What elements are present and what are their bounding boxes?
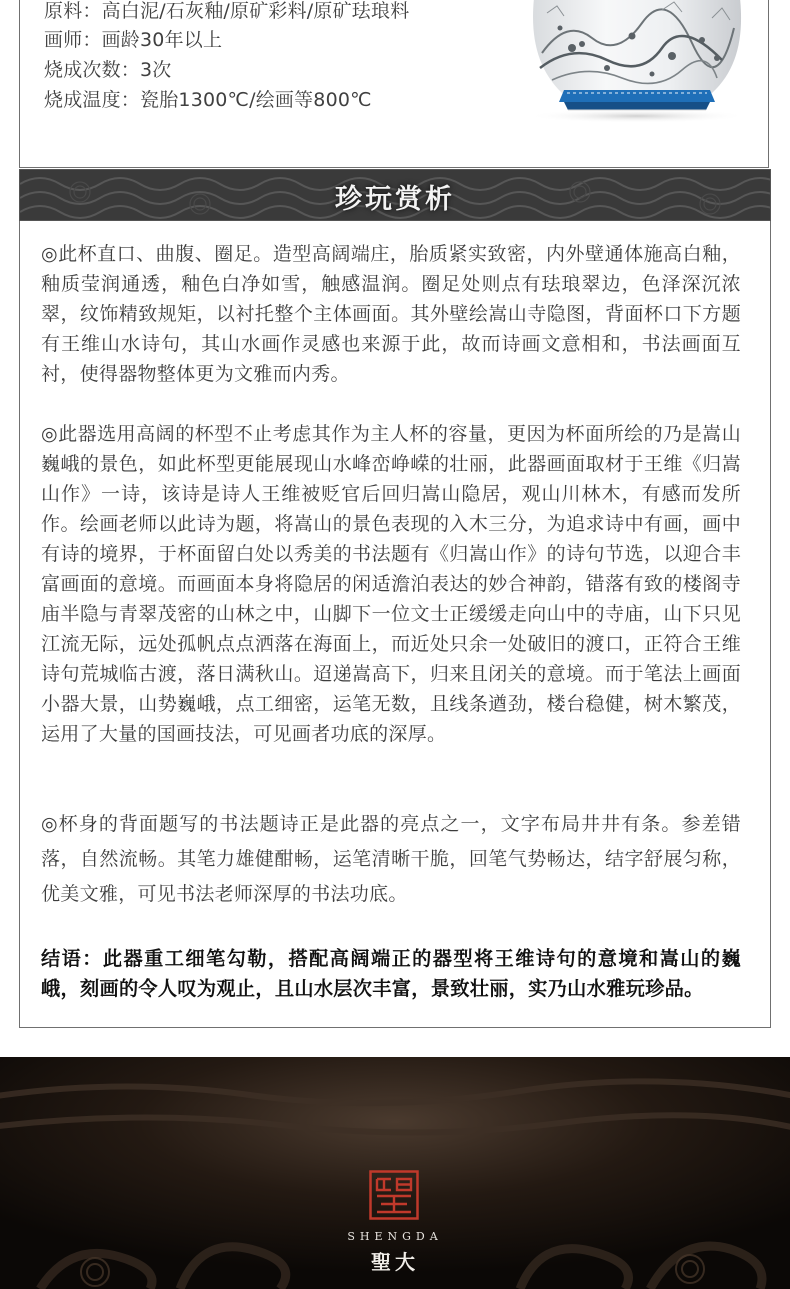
content-section [19, 221, 771, 1028]
spec-section [19, 0, 769, 168]
brand-name-chinese: 聖大 [371, 1250, 419, 1274]
spec-firings: 烧成次数：3次 [44, 59, 172, 81]
paragraph-conclusion: 结语：此器重工细笔勾勒，搭配高阔端正的器型将王维诗句的意境和嵩山的巍峨，刻画的令人叹为观止，且山水层次丰富，景致壮丽，实乃山水雅玩珍品。 [41, 947, 741, 1000]
seal-logo-icon [369, 1170, 419, 1220]
paragraph-shape: ◎此杯直口、曲腹、圈足。造型高阔端庄，胎质紧实致密，内外壁通体施高白釉，釉质莹润通透，釉色白净如雪，触感温润。圈足处则点有珐琅翠边，色泽深沉浓翠，纹饰精致规矩，以衬托整个主体画面。其外壁绘嵩山寺隐图，背面杯口下方题有王维山水诗句，其山水画作灵感也来源于此，故而诗画文意相和，书法画面互衬，使得器物整体更为文雅而内秀。 [41, 243, 741, 385]
porcelain-cup-icon [512, 0, 752, 123]
section-title: 珍玩赏析 [335, 184, 455, 215]
section-banner [19, 169, 771, 221]
paragraph-painting: ◎此器选用高阔的杯型不止考虑其作为主人杯的容量，更因为杯面所绘的乃是嵩山巍峨的景色，如此杯型更能展现山水峰峦峥嵘的壮丽，此器画面取材于王维《归嵩山作》一诗，该诗是诗人王维被贬官后回归嵩山隐居，观山川林木，有感而发所作。绘画老师以此诗为题，将嵩山的景色表现的入木三分，为追求诗中有画，画中有诗的境界，于杯面留白处以秀美的书法题有《归嵩山作》的诗句节选，以迎合丰富画面的意境。而画面本身将隐居的闲适澹泊表达的妙合神韵，错落有致的楼阁寺庙半隐与青翠茂密的山林之中，山脚下一位文士正缓缓走向山中的寺庙，山下只见江流无际，远处孤帆点点洒落在海面上，而近处只余一处破旧的渡口，正符合王维诗句荒城临古渡，落日满秋山。迢递嵩高下，归来且闭关的意境。而于笔法上画面小器大景，山势巍峨，点工细密，运笔无数，且线条遒劲，楼台稳健，树木繁茂，运用了大量的国画技法，可见画者功底的深厚。 [41, 423, 741, 745]
spec-painter: 画师：画龄30年以上 [44, 29, 223, 51]
brand-footer [0, 1057, 790, 1289]
spec-material: 原料：高白泥/石灰釉/原矿彩料/原矿珐琅料 [44, 0, 410, 22]
spec-temperature: 烧成温度：瓷胎1300℃/绘画等800℃ [44, 89, 372, 111]
paragraph-calligraphy: ◎杯身的背面题写的书法题诗正是此器的亮点之一，文字布局井井有条。参差错落，自然流畅。其笔力雄健酣畅，运笔清晰干脆，回笔气势畅达，结字舒展匀称，优美文雅，可见书法老师深厚的书法功底。 [41, 813, 741, 905]
brand-name-english: SHENGDA [347, 1230, 443, 1243]
